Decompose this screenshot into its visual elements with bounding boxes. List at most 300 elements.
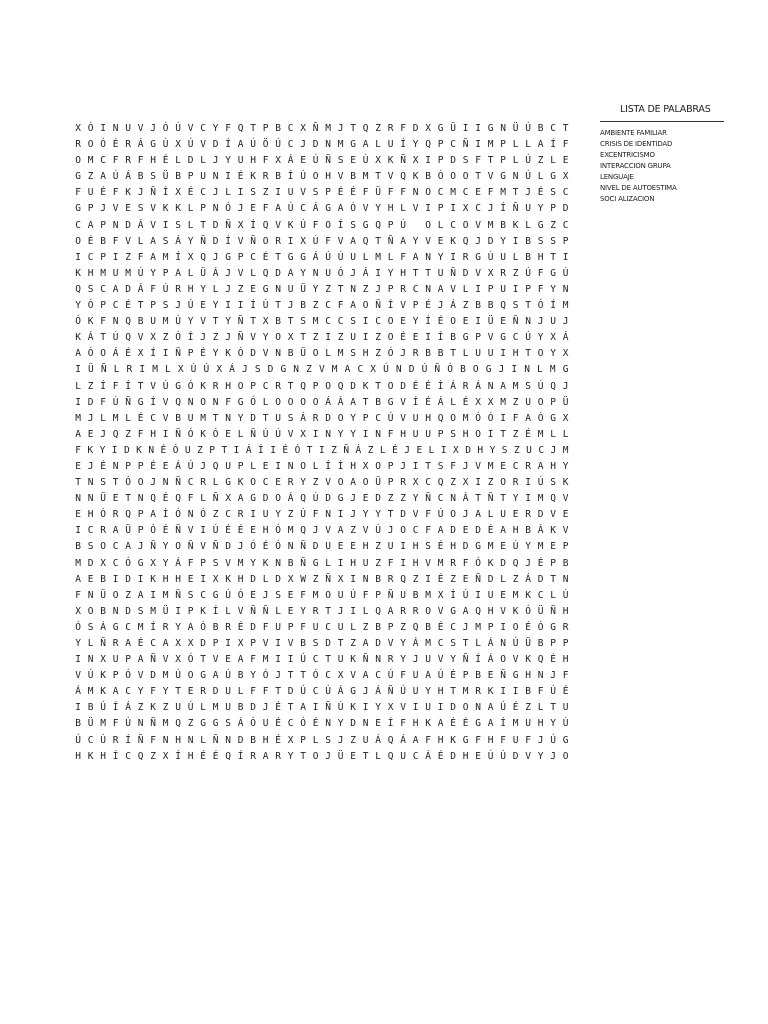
grid-letter: G xyxy=(325,203,331,215)
grid-letter: M xyxy=(87,155,94,167)
grid-letter: H xyxy=(487,734,494,746)
grid-letter: H xyxy=(487,605,494,617)
grid-letter: Y xyxy=(99,444,106,456)
grid-letter: T xyxy=(337,638,344,649)
grid-letter: D xyxy=(212,686,219,698)
grid-letter: D xyxy=(250,348,256,360)
grid-letter: L xyxy=(100,412,106,424)
grid-letter: Ü xyxy=(512,123,519,134)
grid-letter: A xyxy=(75,573,81,585)
grid-letter: B xyxy=(300,300,306,312)
grid-letter: C xyxy=(287,123,294,134)
grid-letter: Í xyxy=(412,396,419,408)
grid-letter: Z xyxy=(375,123,381,134)
grid-letter: D xyxy=(275,573,281,585)
grid-letter: V xyxy=(362,203,369,215)
grid-letter: S xyxy=(87,621,94,633)
grid-letter: G xyxy=(200,670,206,682)
grid-letter: R xyxy=(387,123,394,134)
grid-letter: I xyxy=(362,316,369,328)
grid-letter: E xyxy=(287,605,294,617)
grid-letter: Ú xyxy=(190,364,197,376)
grid-letter: Q xyxy=(137,750,144,762)
grid-letter: Z xyxy=(512,573,519,585)
grid-letter: F xyxy=(500,734,506,746)
grid-letter: S xyxy=(175,219,181,231)
grid-letter: B xyxy=(287,557,294,569)
grid-letter: O xyxy=(562,750,569,762)
grid-letter: Z xyxy=(400,621,406,633)
grid-letter: G xyxy=(462,332,469,344)
grid-letter: D xyxy=(487,573,494,585)
grid-letter: N xyxy=(293,364,300,376)
grid-letter: F xyxy=(537,686,544,698)
word-list-item: LENGUAJE xyxy=(600,173,634,181)
grid-letter: N xyxy=(562,283,569,295)
grid-letter: V xyxy=(137,123,144,134)
grid-letter: A xyxy=(187,621,194,633)
grid-letter: Á xyxy=(355,444,362,456)
grid-letter: Ú xyxy=(212,525,219,537)
grid-letter: R xyxy=(400,283,406,295)
grid-letter: Ú xyxy=(562,718,569,730)
grid-letter: L xyxy=(537,702,544,714)
grid-letter: Á xyxy=(287,493,294,505)
grid-letter: T xyxy=(450,348,456,360)
grid-letter: L xyxy=(375,139,381,151)
grid-letter: C xyxy=(475,203,481,215)
grid-letter: D xyxy=(537,509,544,521)
grid-letter: I xyxy=(137,573,144,585)
grid-letter: N xyxy=(325,718,331,730)
grid-letter: Ó xyxy=(200,621,206,633)
grid-letter: Ñ xyxy=(212,541,219,553)
grid-letter: É xyxy=(400,332,406,344)
grid-letter: X xyxy=(237,219,244,231)
grid-letter: Z xyxy=(287,509,294,521)
grid-letter: L xyxy=(200,734,206,746)
grid-letter: Ú xyxy=(487,750,494,762)
grid-letter: V xyxy=(75,670,81,682)
grid-letter: Ú xyxy=(187,460,194,472)
grid-letter: T xyxy=(387,509,394,521)
grid-letter: D xyxy=(212,219,219,231)
grid-letter: Ñ xyxy=(387,589,394,601)
grid-letter: Ú xyxy=(275,428,281,440)
grid-letter: X xyxy=(387,702,394,714)
grid-letter: É xyxy=(437,573,444,585)
grid-letter: U xyxy=(400,750,406,762)
grid-letter: B xyxy=(100,573,106,585)
grid-letter: R xyxy=(200,477,206,489)
grid-letter: B xyxy=(537,123,544,134)
grid-letter: V xyxy=(150,380,156,392)
grid-letter: Ñ xyxy=(300,557,306,569)
grid-letter: T xyxy=(550,573,556,585)
grid-letter: Ü xyxy=(375,477,381,489)
grid-letter: Ó xyxy=(475,557,481,569)
grid-letter: O xyxy=(472,364,479,376)
grid-letter: U xyxy=(237,155,244,167)
grid-letter: I xyxy=(275,460,281,472)
grid-letter: F xyxy=(537,267,544,279)
grid-letter: H xyxy=(387,203,394,215)
grid-letter: N xyxy=(362,718,369,730)
grid-letter: D xyxy=(225,541,231,553)
grid-letter: D xyxy=(237,734,244,746)
grid-letter: E xyxy=(87,573,94,585)
grid-letter: Y xyxy=(525,541,531,553)
grid-letter: G xyxy=(475,251,481,263)
grid-letter: A xyxy=(237,654,244,666)
grid-letter: M xyxy=(150,605,156,617)
grid-letter: Ú xyxy=(525,267,531,279)
grid-letter: Ó xyxy=(275,525,281,537)
grid-letter: Ú xyxy=(312,235,319,247)
grid-letter: X xyxy=(137,348,144,360)
grid-letter: P xyxy=(100,219,106,231)
grid-letter: Ú xyxy=(525,123,531,134)
grid-letter: O xyxy=(75,235,81,247)
grid-letter: J xyxy=(412,654,419,666)
grid-letter: R xyxy=(312,605,319,617)
grid-letter: U xyxy=(500,509,506,521)
grid-letter: Ñ xyxy=(250,428,256,440)
grid-letter: J xyxy=(150,123,156,134)
grid-letter: É xyxy=(537,557,544,569)
grid-letter: Y xyxy=(150,267,156,279)
grid-letter: T xyxy=(212,316,219,328)
grid-letter: N xyxy=(500,123,506,134)
grid-letter: Ñ xyxy=(212,493,219,505)
grid-letter: X xyxy=(100,654,106,666)
grid-letter: Y xyxy=(75,300,81,312)
grid-letter: V xyxy=(550,509,556,521)
grid-letter: Ú xyxy=(203,364,210,376)
grid-letter: E xyxy=(125,203,131,215)
grid-letter: X xyxy=(175,187,181,199)
grid-letter: P xyxy=(437,428,444,440)
grid-letter: H xyxy=(437,734,444,746)
grid-letter: J xyxy=(100,428,106,440)
grid-letter: S xyxy=(501,444,508,456)
grid-letter: Á xyxy=(137,219,144,231)
grid-letter: C xyxy=(187,477,194,489)
grid-letter: T xyxy=(375,380,381,392)
grid-letter: B xyxy=(137,171,144,183)
word-list xyxy=(600,128,724,205)
grid-letter: E xyxy=(562,155,569,167)
grid-letter: O xyxy=(337,412,344,424)
grid-letter: D xyxy=(325,638,331,649)
grid-letter: I xyxy=(100,123,106,134)
grid-letter: M xyxy=(287,525,294,537)
grid-letter: Ó xyxy=(537,300,544,312)
grid-letter: D xyxy=(450,750,456,762)
grid-letter: K xyxy=(200,380,206,392)
grid-letter: A xyxy=(425,670,431,682)
grid-letter: S xyxy=(212,557,219,569)
grid-letter: Y xyxy=(212,123,219,134)
grid-letter: K xyxy=(550,525,556,537)
grid-letter: É xyxy=(137,638,144,649)
grid-letter: É xyxy=(450,670,456,682)
grid-letter: M xyxy=(487,460,494,472)
grid-letter: F xyxy=(512,412,519,424)
grid-letter: N xyxy=(137,718,144,730)
grid-letter: B xyxy=(375,573,381,585)
grid-letter: T xyxy=(512,187,519,199)
grid-letter: É xyxy=(100,187,106,199)
grid-letter: L xyxy=(512,139,519,151)
grid-letter: U xyxy=(525,396,531,408)
grid-letter: V xyxy=(162,412,169,424)
grid-letter: Q xyxy=(375,605,381,617)
grid-letter: F xyxy=(112,718,119,730)
grid-letter: Ó xyxy=(250,718,256,730)
grid-letter: C xyxy=(87,525,94,537)
grid-letter: É xyxy=(312,718,319,730)
grid-letter: V xyxy=(237,235,244,247)
grid-letter: F xyxy=(312,219,319,231)
grid-letter: I xyxy=(425,573,431,585)
grid-letter: O xyxy=(237,380,244,392)
grid-letter: J xyxy=(498,364,505,376)
grid-row xyxy=(72,588,572,604)
grid-letter: Ú xyxy=(437,670,444,682)
grid-letter: Á xyxy=(537,525,544,537)
grid-letter: D xyxy=(350,718,356,730)
grid-letter: É xyxy=(487,525,494,537)
grid-letter: T xyxy=(375,171,381,183)
grid-letter: H xyxy=(462,750,469,762)
grid-letter: D xyxy=(212,235,219,247)
grid-letter: D xyxy=(325,493,331,505)
grid-letter: C xyxy=(262,380,269,392)
grid-letter: A xyxy=(300,702,306,714)
grid-letter: L xyxy=(362,251,369,263)
grid-letter: M xyxy=(162,670,169,682)
grid-letter: F xyxy=(400,718,406,730)
grid-letter: Q xyxy=(125,332,131,344)
grid-letter: M xyxy=(162,589,169,601)
grid-letter: D xyxy=(450,702,456,714)
grid-letter: Ó xyxy=(187,428,194,440)
grid-letter: L xyxy=(512,251,519,263)
grid-letter: E xyxy=(225,428,231,440)
grid-letter: N xyxy=(187,396,194,408)
grid-letter: Ñ xyxy=(500,670,506,682)
grid-letter: O xyxy=(87,605,94,617)
grid-letter: P xyxy=(387,219,394,231)
grid-letter: H xyxy=(477,444,484,456)
grid-letter: U xyxy=(87,187,94,199)
grid-letter: P xyxy=(237,460,244,472)
grid-letter: Ó xyxy=(172,444,179,456)
grid-letter: Ó xyxy=(350,203,356,215)
grid-letter: V xyxy=(425,557,431,569)
grid-letter: R xyxy=(400,477,406,489)
grid-letter: C xyxy=(75,219,81,231)
grid-letter: C xyxy=(550,123,556,134)
grid-letter: Á xyxy=(425,750,431,762)
grid-letter: L xyxy=(462,348,469,360)
grid-letter: H xyxy=(150,155,156,167)
grid-letter: L xyxy=(187,203,194,215)
grid-letter: S xyxy=(337,155,344,167)
grid-letter: T xyxy=(100,332,106,344)
grid-letter: Y xyxy=(162,541,169,553)
grid-letter: A xyxy=(75,348,81,360)
grid-letter: I xyxy=(337,509,344,521)
grid-letter: É xyxy=(87,235,94,247)
grid-letter: C xyxy=(412,283,419,295)
grid-letter: F xyxy=(525,734,531,746)
grid-letter: L xyxy=(512,155,519,167)
grid-letter: D xyxy=(400,509,406,521)
grid-letter: K xyxy=(250,171,256,183)
grid-letter: B xyxy=(175,171,181,183)
grid-letter: K xyxy=(75,332,81,344)
grid-letter: Í xyxy=(450,589,456,601)
grid-letter: X xyxy=(212,573,219,585)
grid-letter: G xyxy=(450,605,456,617)
grid-letter: C xyxy=(437,638,444,649)
grid-letter: Ñ xyxy=(512,316,519,328)
grid-letter: D xyxy=(487,235,494,247)
grid-letter: P xyxy=(487,283,494,295)
grid-letter: Ú xyxy=(87,670,94,682)
grid-letter: A xyxy=(487,702,494,714)
grid-letter: I xyxy=(425,155,431,167)
grid-letter: Á xyxy=(125,171,131,183)
grid-letter: O xyxy=(400,525,406,537)
grid-letter: T xyxy=(550,702,556,714)
grid-letter: C xyxy=(375,670,381,682)
grid-letter: F xyxy=(562,139,569,151)
grid-letter: Ñ xyxy=(512,203,519,215)
grid-letter: I xyxy=(400,557,406,569)
grid-letter: B xyxy=(525,235,531,247)
grid-letter: Y xyxy=(412,493,419,505)
grid-letter: S xyxy=(87,541,94,553)
grid-letter: R xyxy=(125,139,131,151)
grid-letter: D xyxy=(250,621,256,633)
grid-letter: M xyxy=(450,187,456,199)
grid-letter: Í xyxy=(387,718,394,730)
grid-letter: S xyxy=(525,380,531,392)
grid-letter: S xyxy=(450,428,456,440)
grid-letter: G xyxy=(562,364,569,376)
grid-letter: É xyxy=(237,171,244,183)
grid-letter: J xyxy=(400,460,406,472)
grid-letter: J xyxy=(462,509,469,521)
grid-letter: J xyxy=(362,686,369,698)
grid-letter: P xyxy=(87,203,94,215)
grid-row xyxy=(72,250,572,266)
grid-row xyxy=(72,491,572,507)
grid-letter: J xyxy=(550,670,556,682)
grid-letter: G xyxy=(225,477,231,489)
grid-letter: S xyxy=(312,187,319,199)
grid-letter: A xyxy=(87,219,94,231)
grid-letter: I xyxy=(450,251,456,263)
grid-letter: R xyxy=(112,509,119,521)
grid-letter: E xyxy=(87,428,94,440)
grid-letter: I xyxy=(150,589,156,601)
grid-row xyxy=(72,153,572,169)
grid-letter: A xyxy=(350,300,356,312)
grid-letter: V xyxy=(487,171,494,183)
grid-row xyxy=(72,749,572,765)
grid-letter: E xyxy=(500,589,506,601)
grid-letter: J xyxy=(550,444,557,456)
grid-letter: C xyxy=(425,477,431,489)
grid-row xyxy=(72,459,572,475)
grid-letter: N xyxy=(287,460,294,472)
grid-row xyxy=(72,700,572,716)
grid-letter: Á xyxy=(112,348,119,360)
grid-letter: I xyxy=(337,557,344,569)
grid-letter: D xyxy=(87,396,94,408)
grid-letter: Ú xyxy=(75,734,81,746)
grid-letter: L xyxy=(325,557,331,569)
grid-letter: A xyxy=(237,493,244,505)
grid-letter: K xyxy=(512,219,519,231)
grid-letter: I xyxy=(362,702,369,714)
grid-letter: Ú xyxy=(162,380,169,392)
grid-letter: V xyxy=(337,235,344,247)
grid-letter: C xyxy=(375,316,381,328)
grid-letter: U xyxy=(287,283,294,295)
grid-letter: É xyxy=(162,525,169,537)
grid-letter: I xyxy=(270,444,276,456)
grid-letter: V xyxy=(150,219,156,231)
grid-letter: Y xyxy=(537,332,544,344)
grid-letter: V xyxy=(475,219,481,231)
grid-letter: Á xyxy=(400,734,406,746)
grid-letter: A xyxy=(500,380,506,392)
grid-letter: D xyxy=(250,412,256,424)
grid-letter: Z xyxy=(537,155,544,167)
grid-letter: C xyxy=(125,621,131,633)
grid-letter: D xyxy=(412,123,419,134)
grid-letter: F xyxy=(337,300,344,312)
grid-letter: H xyxy=(187,750,194,762)
grid-letter: Y xyxy=(489,444,496,456)
grid-letter: Z xyxy=(87,171,94,183)
grid-letter: F xyxy=(250,654,256,666)
grid-letter: N xyxy=(148,444,155,456)
grid-letter: U xyxy=(500,283,506,295)
grid-letter: T xyxy=(325,605,331,617)
grid-row xyxy=(72,539,572,555)
grid-letter: U xyxy=(362,557,369,569)
grid-letter: I xyxy=(275,638,281,649)
grid-letter: B xyxy=(450,332,456,344)
grid-letter: V xyxy=(225,557,231,569)
grid-letter: Í xyxy=(500,718,506,730)
grid-letter: L xyxy=(525,219,531,231)
grid-letter: Ó xyxy=(162,123,169,134)
grid-letter: L xyxy=(387,251,394,263)
grid-letter: K xyxy=(225,573,231,585)
grid-letter: I xyxy=(475,283,481,295)
grid-letter: I xyxy=(525,493,531,505)
grid-letter: Y xyxy=(375,203,381,215)
grid-row xyxy=(72,169,572,185)
grid-letter: Ú xyxy=(300,219,306,231)
